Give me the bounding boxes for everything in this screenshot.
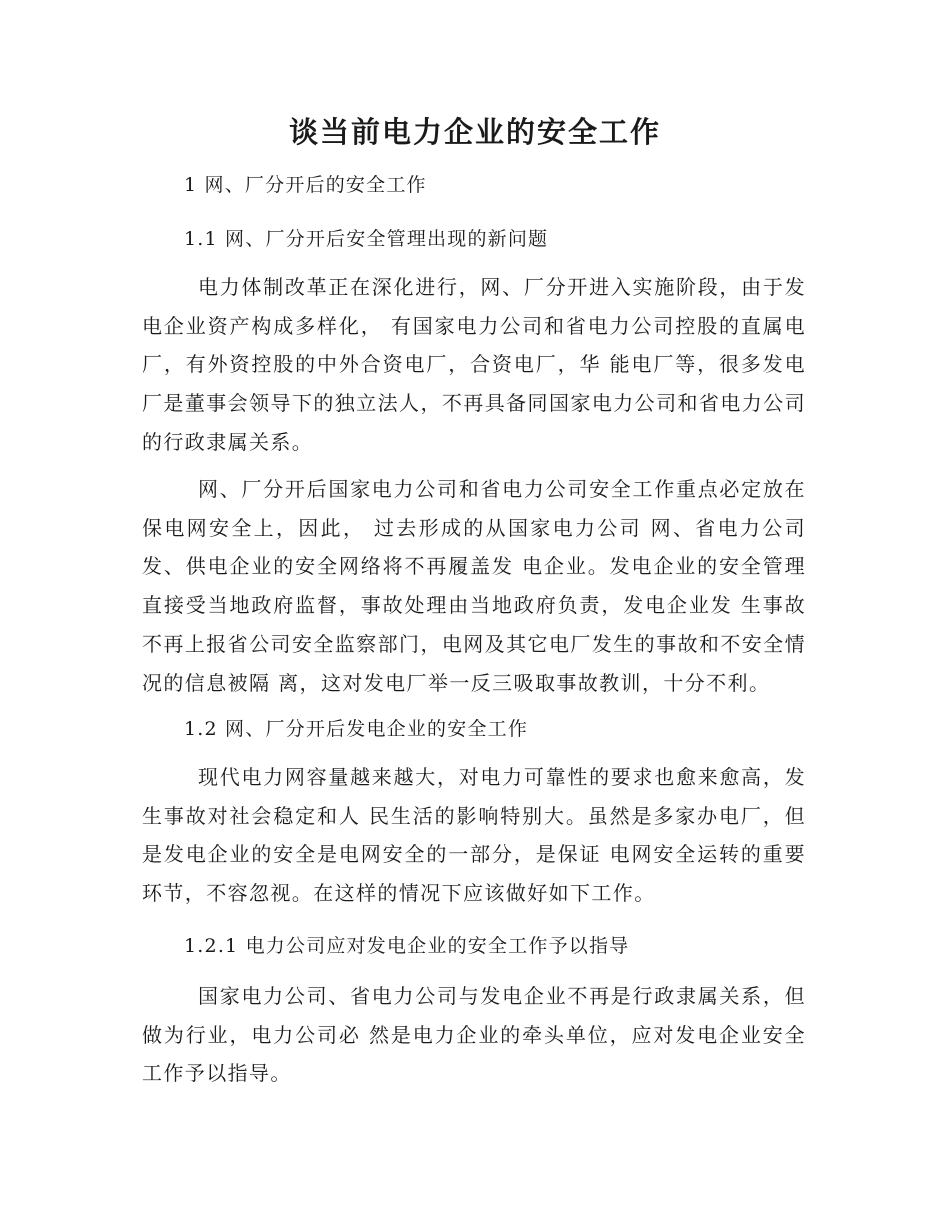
document-title: 谈当前电力企业的安全工作: [288, 115, 661, 149]
section-heading-1: 1 网、厂分开后的安全工作: [184, 174, 427, 196]
paragraph-2: 网、厂分开后国家电力公司和省电力公司安全工作重点必定放在保电网安全上，因此， 过去形成的从国家电力公司 网、省电力公司 发、供电企业的安全网络将不再履盖发 电企业。发电企业的安全管理直接受当地政府监督，事故处理由当地政府负责，发电企业发 生事故不再上报省公司安全监察部门，电网及其它电厂发生的事故和不安全情况的信息被隔 离，这对发电厂举一反三吸取事故教训，十分不利。: [142, 477, 806, 695]
section-heading-1-1: 1.1 网、厂分开后安全管理出现的新问题: [184, 228, 549, 250]
section-heading-1-2-1: 1.2.1 电力公司应对发电企业的安全工作予以指导: [184, 935, 630, 957]
paragraph-4: 国家电力公司、省电力公司与发电企业不再是行政隶属关系，但做为行业，电力公司必 然是电力企业的牵头单位，应对发电企业安全工作予以指导。: [142, 984, 806, 1086]
paragraph-3: 现代电力网容量越来越大，对电力可靠性的要求也愈来愈高，发生事故对社会稳定和人 民生活的影响特别大。虽然是多家办电厂，但是发电企业的安全是电网安全的一部分，是保证 电网安全运转的重要环节，不容忽视。在这样的情况下应该做好如下工作。: [142, 765, 806, 906]
paragraph-1: 电力体制改革正在深化进行，网、厂分开进入实施阶段，由于发电企业资产构成多样化， 有国家电力公司和省电力公司控股的直属电厂，有外资控股的中外合资电厂，合资电厂，华 能电厂等，很多发电厂是董事会领导下的独立法人，不再具备同国家电力公司和省电力公司 的行政隶属关系。: [142, 275, 806, 454]
section-heading-1-2: 1.2 网、厂分开后发电企业的安全工作: [184, 718, 529, 740]
